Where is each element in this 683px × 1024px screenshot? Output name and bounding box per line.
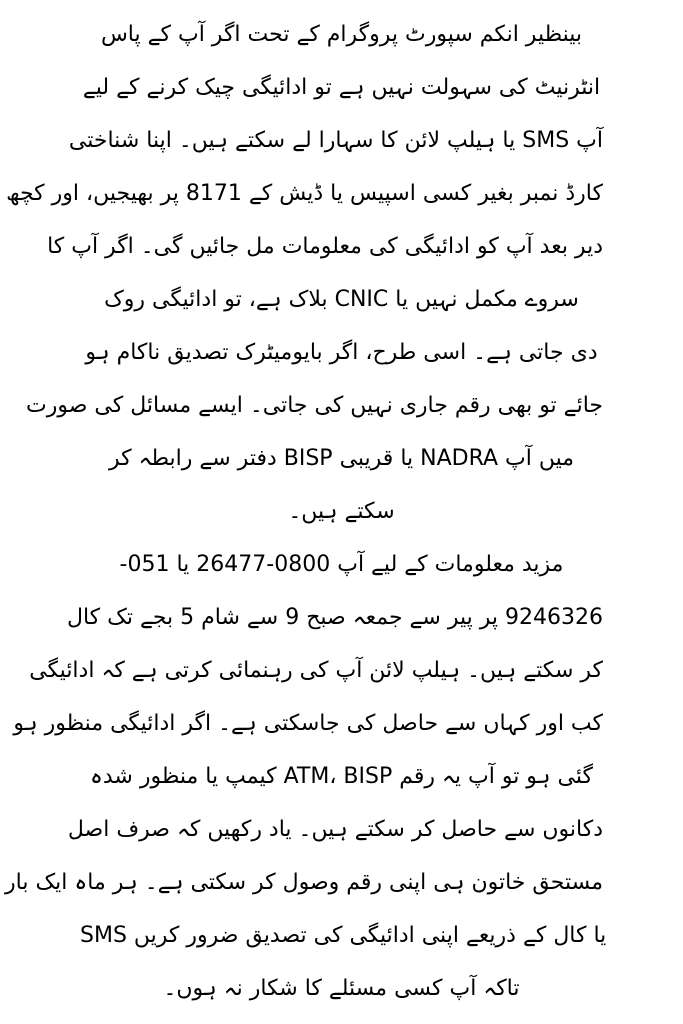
text-line: سکتے ہیں۔: [288, 499, 395, 524]
text-line: کارڈ نمبر بغیر کسی اسپیس یا ڈیش کے 8171 پر بھیجیں، اور کچھ: [6, 181, 603, 206]
text-line: دیر بعد آپ کو ادائیگی کی معلومات مل جائیں گی۔ اگر آپ کا: [47, 234, 603, 259]
paragraph-bisp-sms-check: [6, 8, 603, 538]
text-line: دی جاتی ہے۔ اسی طرح، اگر بایومیٹرک تصدیق ناکام ہو: [85, 340, 598, 365]
text-line: بینظیر انکم سپورٹ پروگرام کے تحت اگر آپ کے پاس: [100, 22, 583, 47]
text-line: انٹرنیٹ کی سہولت نہیں ہے تو ادائیگی چیک کرنے کے لیے: [82, 75, 601, 100]
text-line: دکانوں سے حاصل کر سکتے ہیں۔ یاد رکھیں کہ صرف اصل: [67, 817, 603, 842]
text-line: سروے مکمل نہیں یا CNIC بلاک ہے، تو ادائیگی روک: [104, 287, 579, 312]
text-line: SMS یا کال کے ذریعے اپنی ادائیگی کی تصدیق ضرور کریں: [80, 923, 607, 948]
text-line: کر سکتے ہیں۔ ہیلپ لائن آپ کی رہنمائی کرتی ہے کہ ادائیگی: [29, 658, 603, 683]
text-line: مزید معلومات کے لیے آپ 0800-26477 یا 051-: [119, 552, 564, 577]
text-line: تاکہ آپ کسی مسئلے کا شکار نہ ہوں۔: [163, 976, 520, 1001]
text-line: جائے تو بھی رقم جاری نہیں کی جاتی۔ ایسے مسائل کی صورت: [26, 393, 603, 418]
text-line: آپ SMS یا ہیلپ لائن کا سہارا لے سکتے ہیں۔ اپنا شناختی: [68, 128, 603, 153]
text-line: 9246326 پر پیر سے جمعہ صبح 9 سے شام 5 بجے تک کال: [66, 605, 603, 630]
paragraph-helpline-info: [5, 538, 607, 1015]
text-line: کب اور کہاں سے حاصل کی جاسکتی ہے۔ اگر ادائیگی منظور ہو: [13, 711, 603, 736]
text-line: مستحق خاتون ہی اپنی رقم وصول کر سکتی ہے۔ ہر ماہ ایک بار: [5, 870, 603, 895]
text-line: میں آپ NADRA یا قریبی BISP دفتر سے رابطہ کر: [108, 446, 575, 471]
text-line: گئی ہو تو آپ یہ رقم ATM، BISP کیمپ یا منظور شدہ: [89, 764, 594, 789]
